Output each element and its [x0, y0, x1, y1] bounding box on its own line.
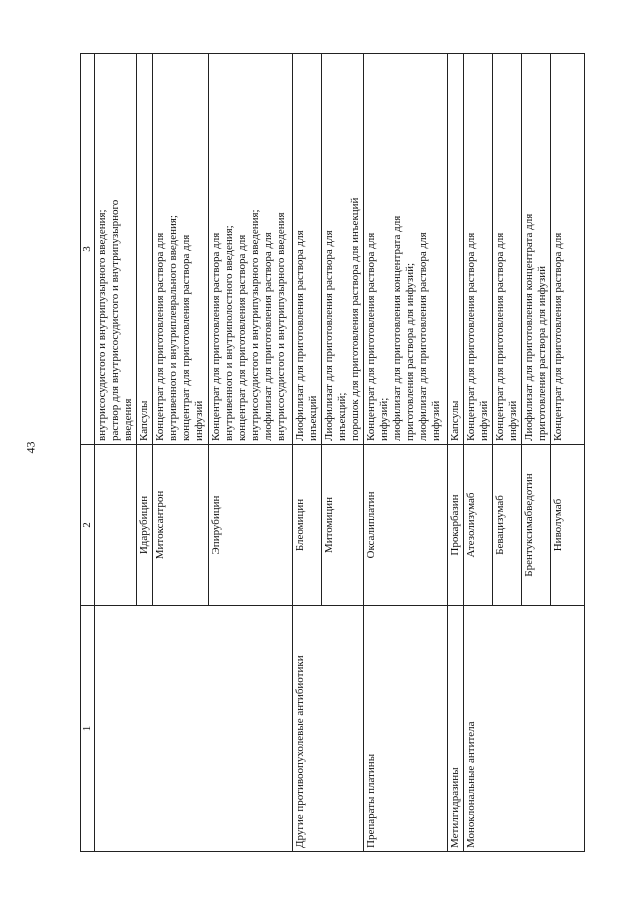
- drug-name: Митоксантрон: [154, 490, 166, 560]
- drug-name: Брентуксимабведотин: [523, 473, 535, 577]
- drug-name: Блеомицин: [294, 498, 306, 552]
- table-row: [364, 54, 448, 852]
- drug-cell: [464, 445, 493, 606]
- header-col-3: 3: [81, 54, 95, 445]
- drug-cell: [95, 445, 137, 606]
- drug-cell: [153, 445, 209, 606]
- group-cell: Моноклональные антитела: [464, 606, 585, 852]
- document-body: [80, 0, 585, 905]
- group-cell: [95, 606, 293, 852]
- group-cell: Препараты платины: [364, 606, 448, 852]
- form-cell: Лиофилизат для приготовления раствора для инъекций; порошок для приготовления раствора для инъекций: [322, 54, 364, 445]
- form-cell: Капсулы: [137, 54, 153, 445]
- drug-cell: [448, 445, 464, 606]
- group-cell: Метилгидразины: [448, 606, 464, 852]
- header-col-2: 2: [81, 445, 95, 606]
- drug-cell: [137, 445, 153, 606]
- drug-table: [80, 54, 585, 852]
- drug-name: Ниволумаб: [552, 498, 564, 552]
- form-cell: Концентрат для приготовления раствора для внутривенного и внутриплеврального введения; концентрат для приготовления раствора для инфузий: [153, 54, 209, 445]
- table-row: [448, 54, 464, 852]
- form-cell: Концентрат для приготовления раствора для инфузий: [464, 54, 493, 445]
- form-cell: Концентрат для приготовления раствора для: [551, 54, 585, 445]
- form-cell: Лиофилизат для приготовления концентрата для приготовления раствора для инфузий: [522, 54, 551, 445]
- drug-name: Бевацизумаб: [494, 495, 506, 555]
- page-number: 43: [23, 441, 38, 454]
- drug-cell: [209, 445, 293, 606]
- drug-name: Митомицин: [323, 496, 335, 554]
- drug-name: Прокарбазин: [449, 494, 461, 556]
- drug-cell: [364, 445, 448, 606]
- drug-cell: [493, 445, 522, 606]
- group-cell: Другие противоопухолевые антибиотики: [293, 606, 364, 852]
- drug-cell: [551, 445, 585, 606]
- table-row: [293, 54, 322, 852]
- drug-cell: [322, 445, 364, 606]
- form-cell: Лиофилизат для приготовления раствора для инъекций: [293, 54, 322, 445]
- form-cell: Концентрат для приготовления раствора для внутривенного и внутриполостного введения; концентрат для приготовления раствора для внутрисосудистого и внутрипузырного введения; лиофилизат для приготовления раствора для внутрисосудистого и внутрипузырного введения: [209, 54, 293, 445]
- drug-cell: [522, 445, 551, 606]
- header-row: [81, 54, 95, 852]
- table-row: [95, 54, 137, 852]
- drug-cell: [293, 445, 322, 606]
- drug-name: Атезолизумаб: [465, 492, 477, 558]
- header-col-1: 1: [81, 606, 95, 852]
- drug-name: Эпирубицин: [210, 495, 222, 555]
- table-row: [464, 54, 493, 852]
- drug-name: Идарубицин: [138, 495, 150, 555]
- form-cell: внутрисосудистого и внутрипузырного введения; раствор для внутрисосудистого и внутрипузырного введения: [95, 54, 137, 445]
- form-cell: Концентрат для приготовления раствора для инфузий; лиофилизат для приготовления концентрата для приготовления раствора для инфузий; лиофилизат для приготовления раствора для инфузий: [364, 54, 448, 445]
- drug-name: Оксалиплатин: [365, 491, 377, 559]
- form-cell: Концентрат для приготовления раствора для инфузий: [493, 54, 522, 445]
- form-cell: Капсулы: [448, 54, 464, 445]
